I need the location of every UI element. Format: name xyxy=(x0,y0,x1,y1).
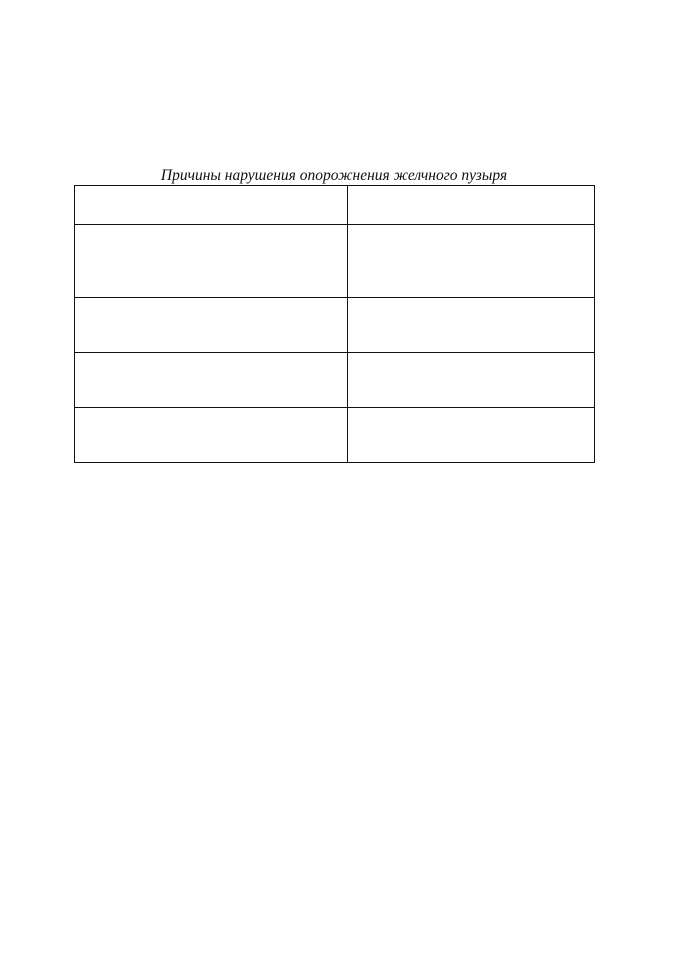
table-cell xyxy=(75,225,348,298)
table-cell xyxy=(348,186,595,225)
table-cell xyxy=(75,353,348,408)
table-row xyxy=(75,353,595,408)
table-row xyxy=(75,225,595,298)
table-cell xyxy=(348,225,595,298)
empty-table xyxy=(74,185,595,463)
table-cell xyxy=(348,298,595,353)
table-row xyxy=(75,408,595,463)
table-cell xyxy=(75,408,348,463)
table-cell xyxy=(75,186,348,225)
table-cell xyxy=(348,408,595,463)
table-row xyxy=(75,298,595,353)
table-cell xyxy=(75,298,348,353)
table-cell xyxy=(348,353,595,408)
table-caption: Причины нарушения опорожнения желчного пузыря xyxy=(160,167,508,184)
table-row xyxy=(75,186,595,225)
